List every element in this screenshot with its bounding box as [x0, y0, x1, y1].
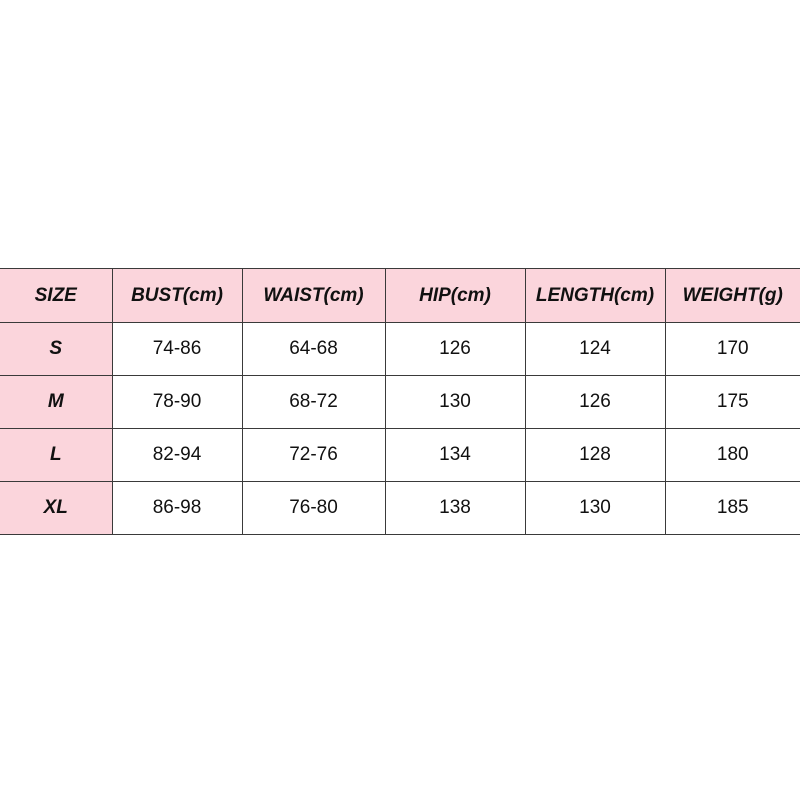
- size-chart-table: [0, 268, 800, 535]
- bust-cell: 74-86: [112, 323, 242, 376]
- weight-cell: 180: [665, 429, 800, 482]
- bust-cell: 86-98: [112, 482, 242, 535]
- waist-cell: 68-72: [242, 376, 385, 429]
- table-row: [0, 482, 800, 535]
- column-header-weight: WEIGHT(g): [665, 269, 800, 323]
- hip-cell: 130: [385, 376, 525, 429]
- hip-cell: 134: [385, 429, 525, 482]
- table-row: [0, 323, 800, 376]
- waist-cell: 76-80: [242, 482, 385, 535]
- weight-cell: 185: [665, 482, 800, 535]
- bust-cell: 78-90: [112, 376, 242, 429]
- size-cell: L: [0, 429, 112, 482]
- column-header-bust: BUST(cm): [112, 269, 242, 323]
- length-cell: 124: [525, 323, 665, 376]
- size-cell: S: [0, 323, 112, 376]
- length-cell: 126: [525, 376, 665, 429]
- hip-cell: 138: [385, 482, 525, 535]
- waist-cell: 72-76: [242, 429, 385, 482]
- column-header-waist: WAIST(cm): [242, 269, 385, 323]
- table-header-row: [0, 269, 800, 323]
- column-header-hip: HIP(cm): [385, 269, 525, 323]
- length-cell: 130: [525, 482, 665, 535]
- hip-cell: 126: [385, 323, 525, 376]
- table-row: [0, 376, 800, 429]
- weight-cell: 170: [665, 323, 800, 376]
- table-row: [0, 429, 800, 482]
- column-header-length: LENGTH(cm): [525, 269, 665, 323]
- weight-cell: 175: [665, 376, 800, 429]
- bust-cell: 82-94: [112, 429, 242, 482]
- length-cell: 128: [525, 429, 665, 482]
- column-header-size: SIZE: [0, 269, 112, 323]
- waist-cell: 64-68: [242, 323, 385, 376]
- size-cell: M: [0, 376, 112, 429]
- size-cell: XL: [0, 482, 112, 535]
